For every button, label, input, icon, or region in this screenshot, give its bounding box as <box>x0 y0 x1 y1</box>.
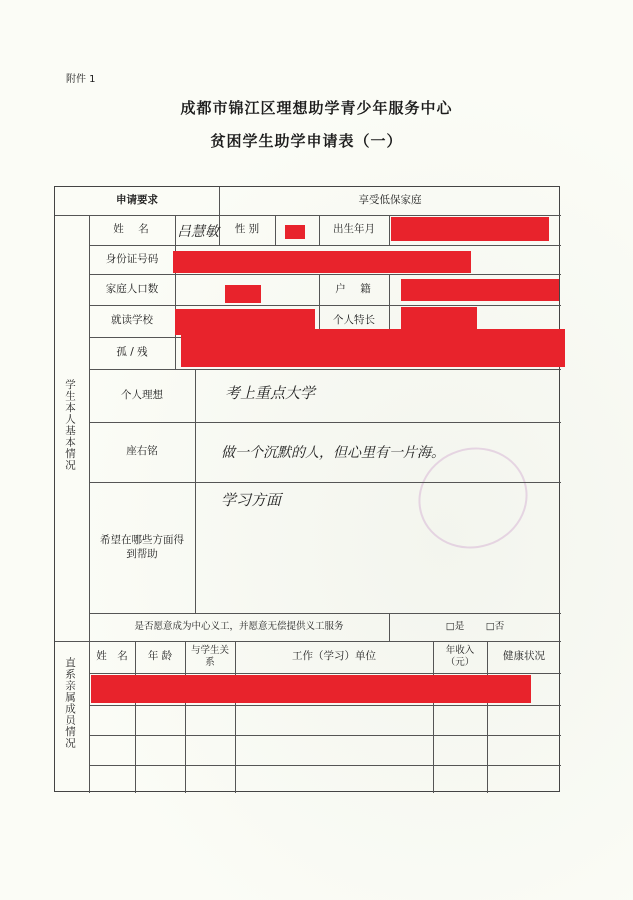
redaction-gender <box>285 225 305 239</box>
ideal-label: 个人理想 <box>121 388 163 401</box>
redaction-family-row <box>91 675 531 703</box>
name-label: 姓 名 <box>113 223 151 236</box>
redaction-birth <box>391 217 549 241</box>
col-health: 健康状况 <box>503 650 545 663</box>
family-section-label: 直系亲属成员情况 <box>64 657 76 749</box>
volunteer-no-checkbox[interactable]: □否 <box>485 620 505 632</box>
organization-title: 成都市锦江区理想助学青少年服务中心 <box>180 99 453 117</box>
redaction-family-count <box>225 285 261 303</box>
form-title: 贫困学生助学申请表（一） <box>210 132 403 150</box>
col-name: 姓 名 <box>96 650 128 663</box>
col-income: 年收入（元） <box>445 644 475 668</box>
application-form <box>54 186 560 792</box>
student-section-label: 学生本人基本情况 <box>64 379 76 471</box>
school-label: 就读学校 <box>111 314 153 327</box>
hukou-label: 户 籍 <box>335 282 373 295</box>
redaction-orphan <box>181 329 565 367</box>
gender-label: 性 别 <box>234 223 260 236</box>
motto-value: 做一个沉默的人，但心里有一片海。 <box>221 445 445 461</box>
requirement-value: 享受低保家庭 <box>358 194 422 207</box>
volunteer-yes-checkbox[interactable]: □是 <box>445 620 465 632</box>
help-value: 学习方面 <box>221 491 282 509</box>
col-work: 工作（学习）单位 <box>292 650 376 663</box>
talent-label: 个人特长 <box>333 314 375 327</box>
help-label: 希望在哪些方面得到帮助 <box>100 533 184 560</box>
redaction-hukou <box>401 279 559 301</box>
col-relation: 与学生关系 <box>191 644 230 668</box>
orphan-label: 孤 / 残 <box>116 346 148 359</box>
family-count-label: 家庭人口数 <box>105 282 159 295</box>
id-label: 身份证号码 <box>105 252 159 265</box>
birth-label: 出生年月 <box>333 223 375 236</box>
name-value: 吕慧敏 <box>177 224 219 240</box>
col-age: 年 龄 <box>147 650 173 663</box>
redaction-id <box>173 251 471 273</box>
ideal-value: 考上重点大学 <box>225 384 316 402</box>
motto-label: 座右铭 <box>126 445 158 458</box>
redaction-talent <box>401 307 477 329</box>
requirement-label: 申请要求 <box>116 194 158 207</box>
volunteer-question: 是否愿意成为中心义工，并愿意无偿提供义工服务 <box>134 620 344 632</box>
annex-label: 附件 1 <box>66 74 96 85</box>
